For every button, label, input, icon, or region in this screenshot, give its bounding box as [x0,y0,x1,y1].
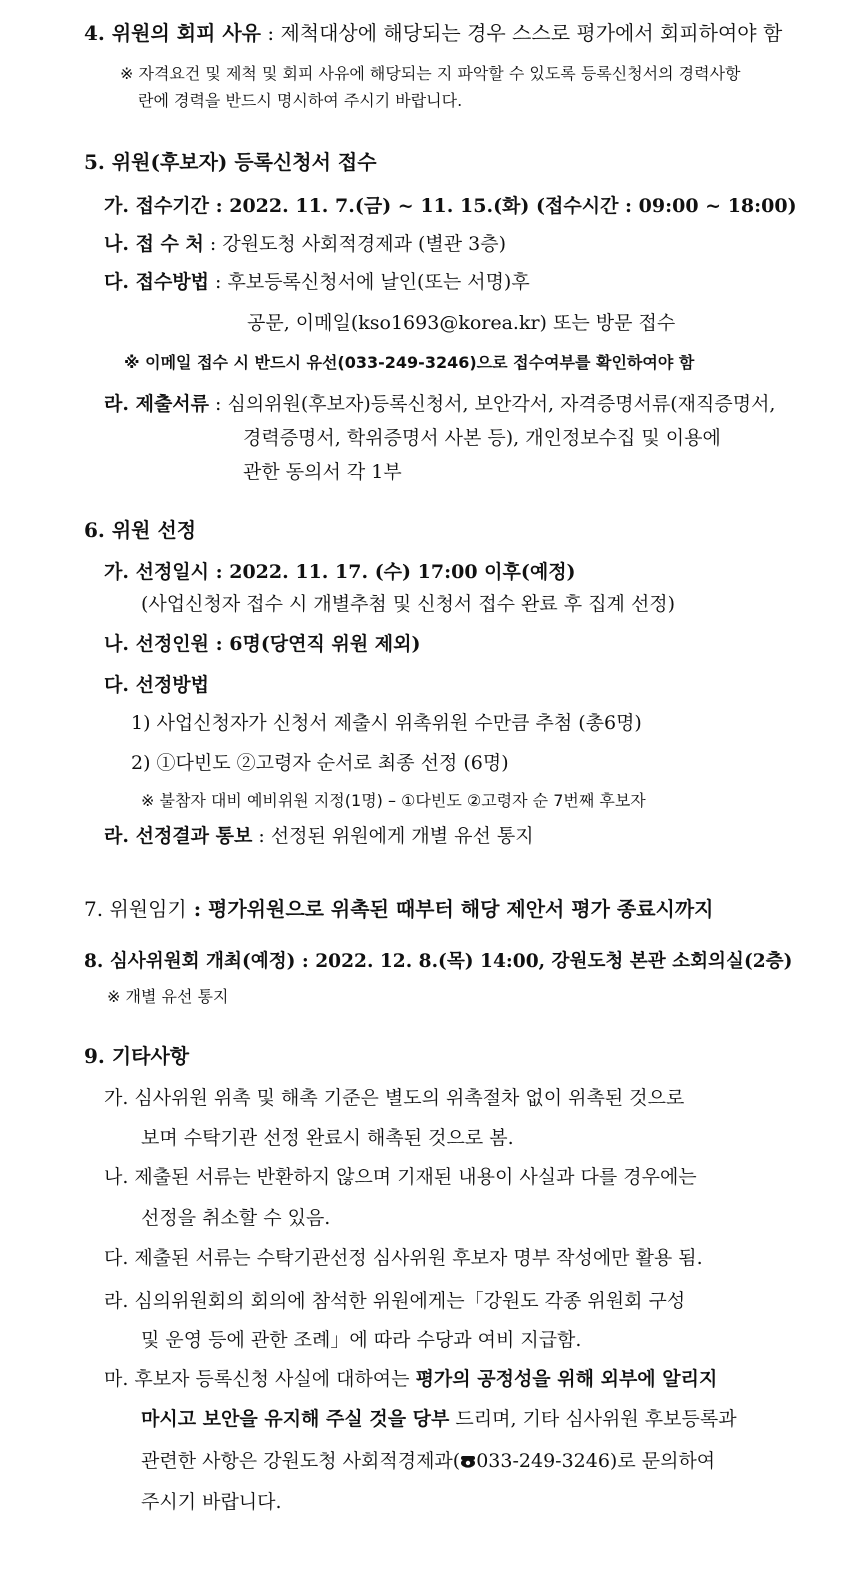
section-6-method-item1: 1) 사업신청자가 신청서 제출시 위촉위원 수만큼 추첨 (총6명) [131,712,642,734]
section-9-item-ga-line1: 가. 심사위원 위촉 및 해촉 기준은 별도의 위촉절차 없이 위촉된 것으로 [104,1087,685,1109]
section-6-result-label: 라. 선정결과 통보 [104,825,253,847]
section-4-title: 4. 위원의 회피 사유 [84,21,262,45]
section-5-period [104,197,797,216]
section-4-note-line2: 란에 경력을 반드시 명시하여 주시기 바랍니다. [138,91,463,110]
section-8 [84,953,792,972]
section-9-item-ma-emphasis2: 마시고 보안을 유지해 주실 것을 당부 [141,1408,450,1430]
section-9-item-ra-line2: 및 운영 등에 관한 조례」에 따라 수당과 여비 지급함. [141,1329,582,1351]
section-9-item-ga-line2: 보며 수탁기관 선정 완료시 해촉된 것으로 봄. [141,1127,514,1149]
section-8-note: ※ 개별 유선 통지 [107,987,229,1006]
section-6-result [104,827,534,846]
section-5-email-notice: ※ 이메일 접수 시 반드시 유선(033-249-3246)으로 접수여부를 확인하여야 함 [124,353,695,372]
section-6-method-note: ※ 불참자 대비 예비위원 지정(1명) – ①다빈도 ②고령자 순 7번째 후보자 [141,791,646,810]
section-4-text: : 제척대상에 해당되는 경우 스스로 평가에서 회피하여야 함 [261,21,783,45]
section-5-documents-line2: 경력증명서, 학위증명서 사본 등), 개인정보수집 및 이용에 [243,427,721,449]
section-8-title: 8. 심사위원회 개최(예정) [84,951,296,972]
section-9-item-na-line1: 나. 제출된 서류는 반환하지 않으며 기재된 내용이 사실과 다를 경우에는 [104,1166,697,1188]
section-5-method-value: : 후보등록신청서에 날인(또는 서명)후 [209,271,530,293]
section-5-method-line2: 공문, 이메일(kso1693@korea.kr) 또는 방문 접수 [247,312,676,334]
section-5-documents-line3: 관한 동의서 각 1부 [243,461,402,483]
section-9-item-na-line2: 선정을 취소할 수 있음. [141,1207,331,1229]
section-6-datetime: 가. 선정일시 : 2022. 11. 17. (수) 17:00 이후(예정) [104,561,576,583]
section-5-place-value: : 강원도청 사회적경제과 (별관 3층) [203,233,507,255]
section-9-item-da: 다. 제출된 서류는 수탁기관선정 심사위원 후보자 명부 작성에만 활용 됨. [104,1247,703,1269]
section-7 [84,899,714,919]
section-5-documents [104,395,775,414]
section-5-place [104,235,506,254]
section-9-item-ma-line3: 관련한 사항은 강원도청 사회적경제과( 033-249-3246)로 문의하여 [141,1450,716,1472]
section-7-value: : 평가위원으로 위촉된 때부터 해당 제안서 평가 종료시까지 [186,897,714,921]
section-7-title: 7. 위원임기 [84,897,187,921]
section-9-title: 9. 기타사항 [84,1044,190,1068]
section-6-title: 6. 위원 선정 [84,518,197,542]
section-4-note-line1: ※ 자격요건 및 제척 및 회피 사유에 해당되는 지 파악할 수 있도록 등록신청서의 경력사항 [120,64,741,83]
section-6-result-value: : 선정된 위원에게 개별 유선 통지 [252,825,534,847]
section-5-title: 5. 위원(후보자) 등록신청서 접수 [84,150,377,174]
section-8-value: : 2022. 12. 8.(목) 14:00, 강원도청 본관 소회의실(2층) [295,951,793,972]
section-6-method-item2: 2) ①다빈도 ②고령자 순서로 최종 선정 (6명) [131,752,509,774]
section-9-item-ma-line1: 마. 후보자 등록신청 사실에 대하여는 평가의 공정성을 위해 외부에 알리지 [104,1368,718,1390]
section-9-item-ma-line2: 마시고 보안을 유지해 주실 것을 당부 드리며, 기타 심사위원 후보등록과 [141,1408,737,1430]
section-5-place-label: 나. 접 수 처 [104,233,204,255]
section-5-documents-value: : 심의위원(후보자)등록신청서, 보안각서, 자격증명서류(재직증명서, [209,393,776,415]
section-5-period-label: 가. 접수기간 [104,195,209,217]
section-5-method [104,273,530,292]
section-9-item-ma-line4: 주시기 바랍니다. [141,1491,282,1513]
section-9-item-ma-emphasis: 평가의 공정성을 위해 외부에 알리지 [415,1368,718,1390]
section-6-method-label: 다. 선정방법 [104,674,209,696]
section-5-method-label: 다. 접수방법 [104,271,209,293]
section-9-item-ra-line1: 라. 심의위원회의 회의에 참석한 위원에게는「강원도 각종 위원회 구성 [104,1290,686,1312]
section-5-period-value: : 2022. 11. 7.(금) ~ 11. 15.(화) (접수시간 : 09:00 ~ 18:00) [209,195,797,217]
section-6-datetime-note: (사업신청자 접수 시 개별추첨 및 신청서 접수 완료 후 집계 선정) [141,593,676,615]
telephone-icon [460,1453,476,1467]
section-6-count: 나. 선정인원 : 6명(당연직 위원 제외) [104,633,421,655]
section-9-phone-number: 033-249-3246)로 문의하여 [476,1450,716,1472]
section-5-documents-label: 라. 제출서류 [104,393,209,415]
section-4-heading [84,23,782,43]
